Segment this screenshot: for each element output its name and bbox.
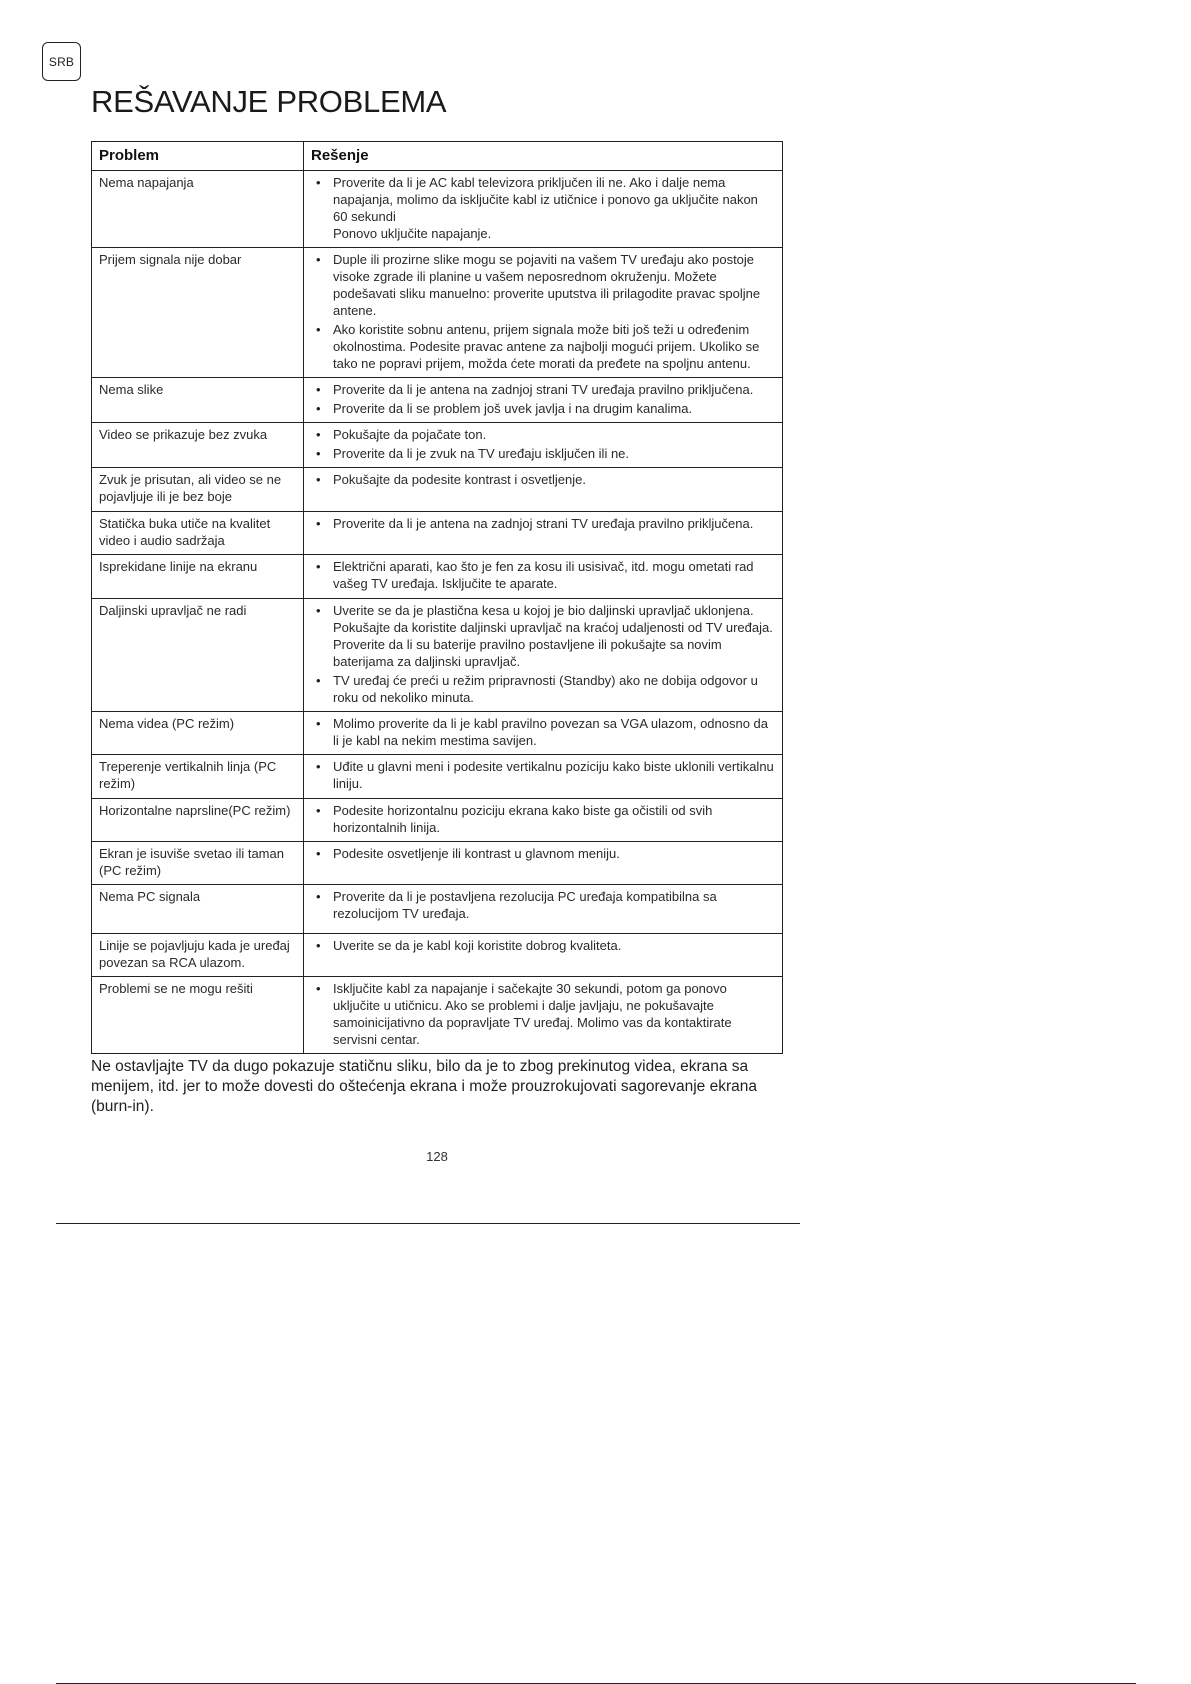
table-row [92,171,783,248]
language-badge: SRB [42,42,81,81]
solution-item: • Proverite da li je zvuk na TV uređaju isključen ili ne. [333,445,775,462]
solution-item: • Proverite da li je antena na zadnjoj strani TV uređaja pravilno priključena. [333,515,775,532]
table-row [92,468,783,512]
solution-item: • Pokušajte da podesite kontrast i osvetljenje. [333,471,775,488]
problem-cell: Prijem signala nije dobar [92,248,304,378]
solution-item: • Molimo proverite da li je kabl pravilno povezan sa VGA ulazom, odnosno da li je kabl na nekim mestima savijen. [333,715,775,749]
table-row [92,977,783,1054]
problem-cell: Nema videa (PC režim) [92,712,304,755]
solution-cell [304,468,783,512]
column-header-solution: Rešenje [304,142,783,171]
solution-cell [304,842,783,885]
solution-cell [304,555,783,599]
solution-item: • Proverite da li se problem još uvek javlja i na drugim kanalima. [333,400,775,417]
page-title: REŠAVANJE PROBLEMA [91,84,447,119]
solution-cell [304,934,783,977]
table-row [92,378,783,423]
solution-item: • Proverite da li je antena na zadnjoj strani TV uređaja pravilno priključena. [333,381,775,398]
solution-cell [304,799,783,842]
table-row [92,799,783,842]
solution-item: • Podesite osvetljenje ili kontrast u glavnom meniju. [333,845,775,862]
solution-cell [304,885,783,934]
table-row [92,555,783,599]
problem-cell: Zvuk je prisutan, ali video se ne pojavljuje ili je bez boje [92,468,304,512]
solution-item: • Podesite horizontalnu poziciju ekrana kako biste ga očistili od svih horizontalnih linija. [333,802,775,836]
solution-item: • Pokušajte da pojačate ton. [333,426,775,443]
table-row [92,712,783,755]
solution-cell [304,712,783,755]
problem-cell: Video se prikazuje bez zvuka [92,423,304,468]
table-row [92,842,783,885]
troubleshooting-table [91,141,783,1054]
solution-cell [304,423,783,468]
problem-cell: Problemi se ne mogu rešiti [92,977,304,1054]
solution-cell [304,512,783,555]
problem-cell: Statička buka utiče na kvalitet video i audio sadržaja [92,512,304,555]
problem-cell: Treperenje vertikalnih linja (PC režim) [92,755,304,799]
solution-item: • Uverite se da je plastična kesa u kojoj je bio daljinski upravljač uklonjena. Pokušajte da koristite daljinski upravljač na kraćoj udaljenosti od TV uređaja. Proverite da li su baterije pravilno postavljene ili pokušajte sa novim baterijama za daljinski upravljač. [333,602,775,670]
table-row [92,755,783,799]
solution-item: • Ako koristite sobnu antenu, prijem signala može biti još teži u određenim okolnostima. Podesite pravac antene za najbolji mogući prijem. Ukoliko se tako ne popravi prijem, možda ćete morati da pređete na spoljnu antenu. [333,321,775,372]
solution-item: • Uverite se da je kabl koji koristite dobrog kvaliteta. [333,937,775,954]
solution-cell [304,599,783,712]
problem-cell: Nema PC signala [92,885,304,934]
solution-item: • Uđite u glavni meni i podesite vertikalnu poziciju kako biste uklonili vertikalnu liniju. [333,758,775,792]
problem-cell: Ekran je isuviše svetao ili taman (PC režim) [92,842,304,885]
solution-cell [304,248,783,378]
page-number: 128 [426,1149,448,1164]
table-row [92,934,783,977]
solution-item: • Proverite da li je postavljena rezolucija PC uređaja kompatibilna sa rezolucijom TV uređaja. [333,888,775,922]
table-row [92,248,783,378]
table-body [92,171,783,1054]
table-row [92,423,783,468]
burn-in-warning-note: Ne ostavljajte TV da dugo pokazuje statičnu sliku, bilo da je to zbog prekinutog videa, ekrana sa menijem, itd. jer to može dovesti do oštećenja ekrana i može prouzrokujovati sagorevanje ekrana (burn-in). [91,1058,757,1115]
table-row [92,599,783,712]
problem-cell: Linije se pojavljuju kada je uređaj povezan sa RCA ulazom. [92,934,304,977]
solution-item: • Proverite da li je AC kabl televizora priključen ili ne. Ako i dalje nema napajanja, molimo da isključite kabl iz utičnice i ponovo ga uključite nakon 60 sekundi Ponovo uključite napajanje. [333,174,775,242]
solution-item: • TV uređaj će preći u režim pripravnosti (Standby) ako ne dobija odgovor u roku od nekoliko minuta. [333,672,775,706]
column-header-problem: Problem [92,142,304,171]
solution-item: • Duple ili prozirne slike mogu se pojaviti na vašem TV uređaju ako postoje visoke zgrade ili planine u vašem neposrednom okruženju. Možete podešavati sliku manuelno: proverite uputstva ili prilagodite pravac spoljne antene. [333,251,775,319]
problem-cell: Nema napajanja [92,171,304,248]
solution-cell [304,977,783,1054]
table-row [92,512,783,555]
solution-item: • Isključite kabl za napajanje i sačekajte 30 sekundi, potom ga ponovo uključite u utičnicu. Ako se problemi i dalje javljaju, ne pokušavajte samoinicijativno da popravljate TV uređaj. Molimo vas da kontaktirate servisni centar. [333,980,775,1048]
solution-cell [304,378,783,423]
table-row [92,885,783,934]
table-header-row [92,142,783,171]
solution-item: • Električni aparati, kao što je fen za kosu ili usisivač, itd. mogu ometati rad vašeg TV uređaja. Isključite te aparate. [333,558,775,592]
footer-divider [56,1223,800,1224]
problem-cell: Isprekidane linije na ekranu [92,555,304,599]
problem-cell: Daljinski upravljač ne radi [92,599,304,712]
problem-cell: Horizontalne naprsline(PC režim) [92,799,304,842]
solution-cell [304,755,783,799]
problem-cell: Nema slike [92,378,304,423]
solution-cell [304,171,783,248]
